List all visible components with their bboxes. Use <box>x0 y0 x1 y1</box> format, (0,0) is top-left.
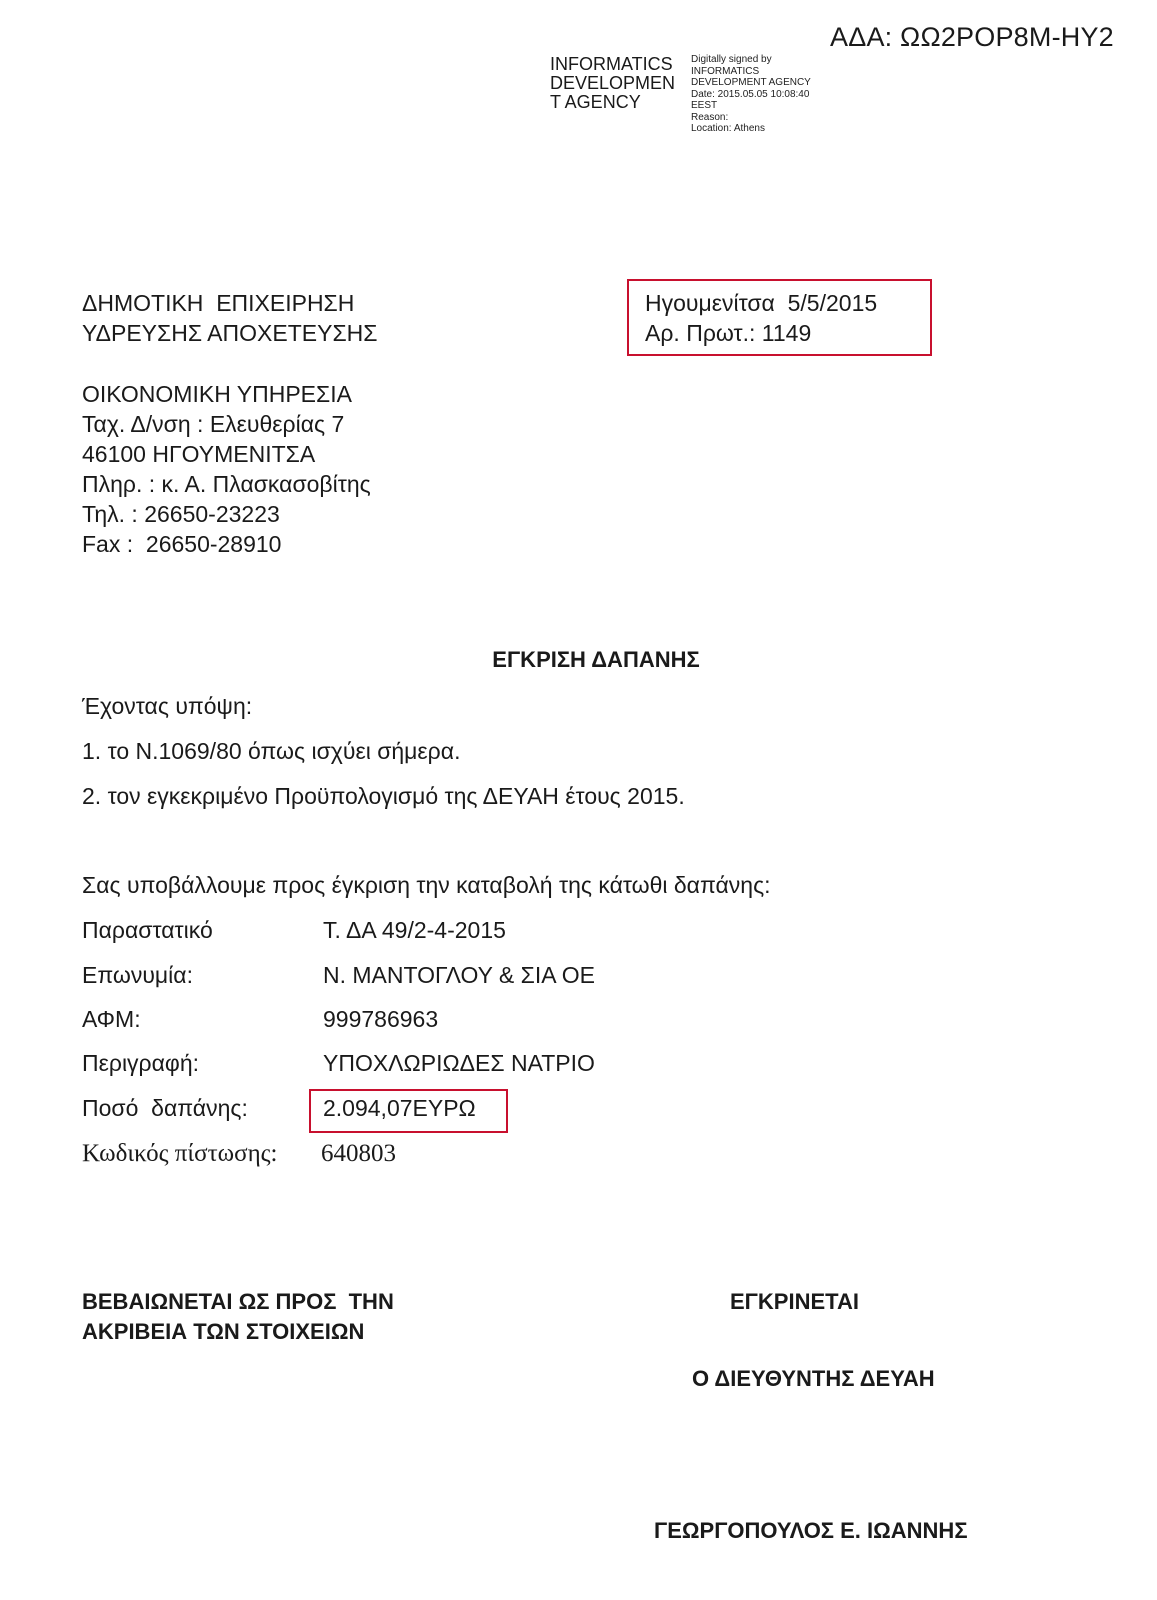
digital-signature-name <box>550 55 675 112</box>
date-protocol-block <box>645 288 877 348</box>
signature-detail-line: Digitally signed by <box>691 54 772 65</box>
expense-label-description: Περιγραφή: <box>82 1050 200 1076</box>
expense-value-document: Τ. ΔΑ 49/2-4-2015 <box>323 917 506 943</box>
expense-value-description: ΥΠΟΧΛΩΡΙΩΔΕΣ ΝΑΤΡΙΟ <box>323 1050 595 1076</box>
approved-label: ΕΓΚΡΙΝΕΤΑΙ <box>730 1289 859 1314</box>
considering-heading: Έχοντας υπόψη: <box>82 693 253 719</box>
certification-statement <box>82 1287 394 1347</box>
signature-detail-line: DEVELOPMENT AGENCY <box>691 77 811 88</box>
signer-name: ΓΕΩΡΓΟΠΟΥΛΟΣ Ε. ΙΩΑΝΝΗΣ <box>654 1518 968 1543</box>
expense-label-document: Παραστατικό <box>82 917 213 943</box>
signature-detail-line: Location: Athens <box>691 123 765 134</box>
department-line: Ταχ. Δ/νση : Ελευθερίας 7 <box>82 411 345 437</box>
expense-value-amount: 2.094,07ΕΥΡΩ <box>323 1095 476 1121</box>
place-date: Ηγουμενίτσα 5/5/2015 <box>645 290 878 316</box>
expense-value-tax-id: 999786963 <box>323 1006 439 1032</box>
signature-name-line: T AGENCY <box>550 92 641 112</box>
signature-detail-line: Date: 2015.05.05 10:08:40 <box>691 88 810 100</box>
credit-code-value: 640803 <box>321 1140 396 1167</box>
document-title: ΕΓΚΡΙΣΗ ΔΑΠΑΝΗΣ <box>492 647 700 672</box>
digital-signature-details <box>691 54 811 135</box>
ada-code: ΑΔΑ: ΩΩ2ΡΟΡ8Μ-ΗΥ2 <box>830 22 1114 52</box>
department-line: 46100 ΗΓΟΥΜΕΝΙΤΣΑ <box>82 441 316 467</box>
submission-statement: Σας υποβάλλουμε προς έγκριση την καταβολή της κάτωθι δαπάνης: <box>82 872 771 898</box>
legal-basis-item: 2. τον εγκεκριμένο Προϋπολογισμό της ΔΕΥΑΗ έτους 2015. <box>82 783 685 809</box>
expense-value-company: Ν. ΜΑΝΤΟΓΛΟΥ & ΣΙΑ ΟΕ <box>323 962 595 988</box>
expense-label-amount: Ποσό δαπάνης: <box>82 1095 248 1121</box>
department-line: ΟΙΚΟΝΟΜΙΚΗ ΥΠΗΡΕΣΙΑ <box>82 381 352 407</box>
sender-line: ΥΔΡΕΥΣΗΣ ΑΠΟΧΕΤΕΥΣΗΣ <box>82 320 378 346</box>
signature-name-line: DEVELOPMEN <box>550 73 676 93</box>
protocol-number: Αρ. Πρωτ.: 1149 <box>645 320 812 346</box>
department-line: Fax : 26650-28910 <box>82 531 282 557</box>
expense-label-tax-id: ΑΦΜ: <box>82 1006 141 1032</box>
sender-organization <box>82 288 378 348</box>
certification-line: ΑΚΡΙΒΕΙΑ ΤΩΝ ΣΤΟΙΧΕΙΩΝ <box>82 1319 365 1344</box>
department-contact <box>82 379 371 559</box>
signature-detail-line: INFORMATICS <box>691 65 760 77</box>
credit-code-label: Κωδικός πίστωσης: <box>82 1140 278 1167</box>
director-title: Ο ΔΙΕΥΘΥΝΤΗΣ ΔΕΥΑΗ <box>692 1366 935 1391</box>
expense-label-company: Επωνυμία: <box>82 962 193 988</box>
department-line: Τηλ. : 26650-23223 <box>82 501 280 527</box>
certification-line: ΒΕΒΑΙΩΝΕΤΑΙ ΩΣ ΠΡΟΣ ΤΗΝ <box>82 1289 394 1314</box>
signature-name-line: INFORMATICS <box>550 54 673 74</box>
sender-line: ΔΗΜΟΤΙΚΗ ΕΠΙΧΕΙΡΗΣΗ <box>82 290 355 316</box>
department-line: Πληρ. : κ. Α. Πλασκασοβίτης <box>82 471 371 497</box>
signature-detail-line: Reason: <box>691 111 729 123</box>
signature-detail-line: EEST <box>691 100 718 111</box>
legal-basis-item: 1. το Ν.1069/80 όπως ισχύει σήμερα. <box>82 738 461 764</box>
